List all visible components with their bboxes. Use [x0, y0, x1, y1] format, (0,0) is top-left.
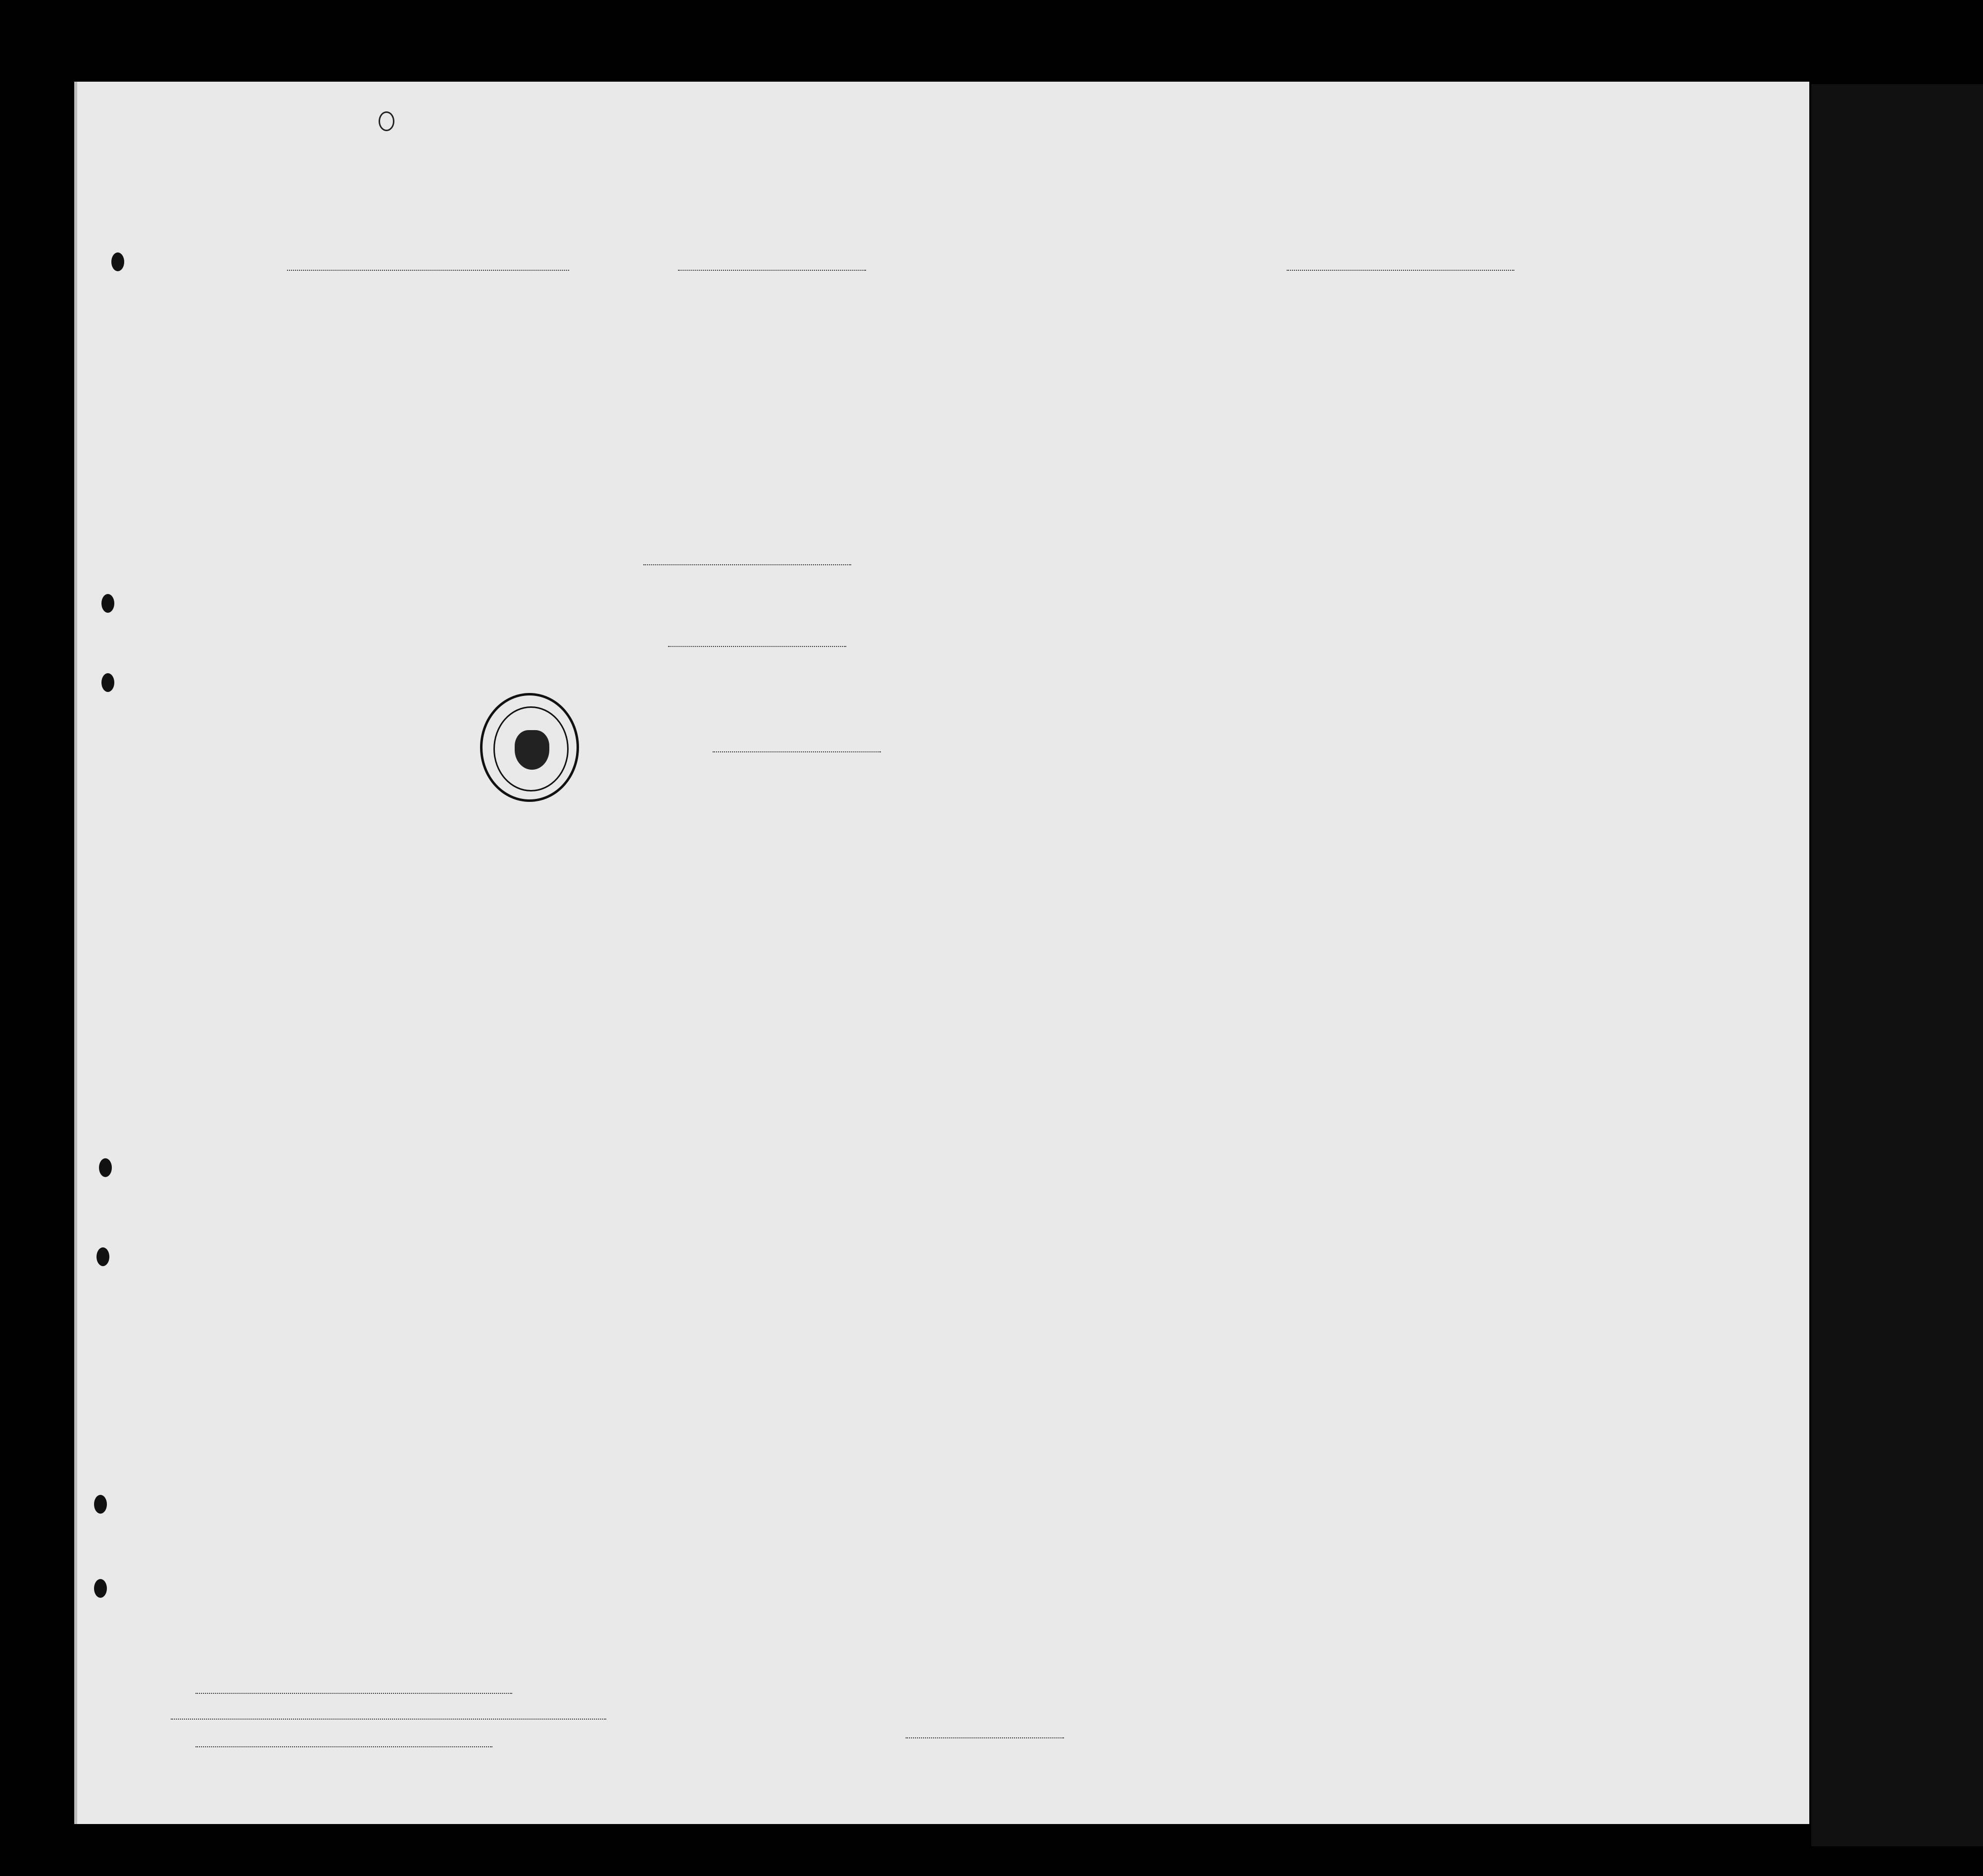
agents-name: [195, 1746, 492, 1747]
line-name: [195, 1693, 512, 1694]
eagle-emblem-icon: [515, 730, 549, 770]
consular-seal: [480, 693, 579, 802]
consulate-city-country: [643, 564, 851, 565]
stamp-vessel: [668, 646, 846, 647]
owners-name: [171, 1719, 606, 1720]
inspector-label: [906, 1737, 1064, 1741]
stamp-date: [713, 751, 881, 752]
consular-endorsement: [626, 549, 923, 561]
